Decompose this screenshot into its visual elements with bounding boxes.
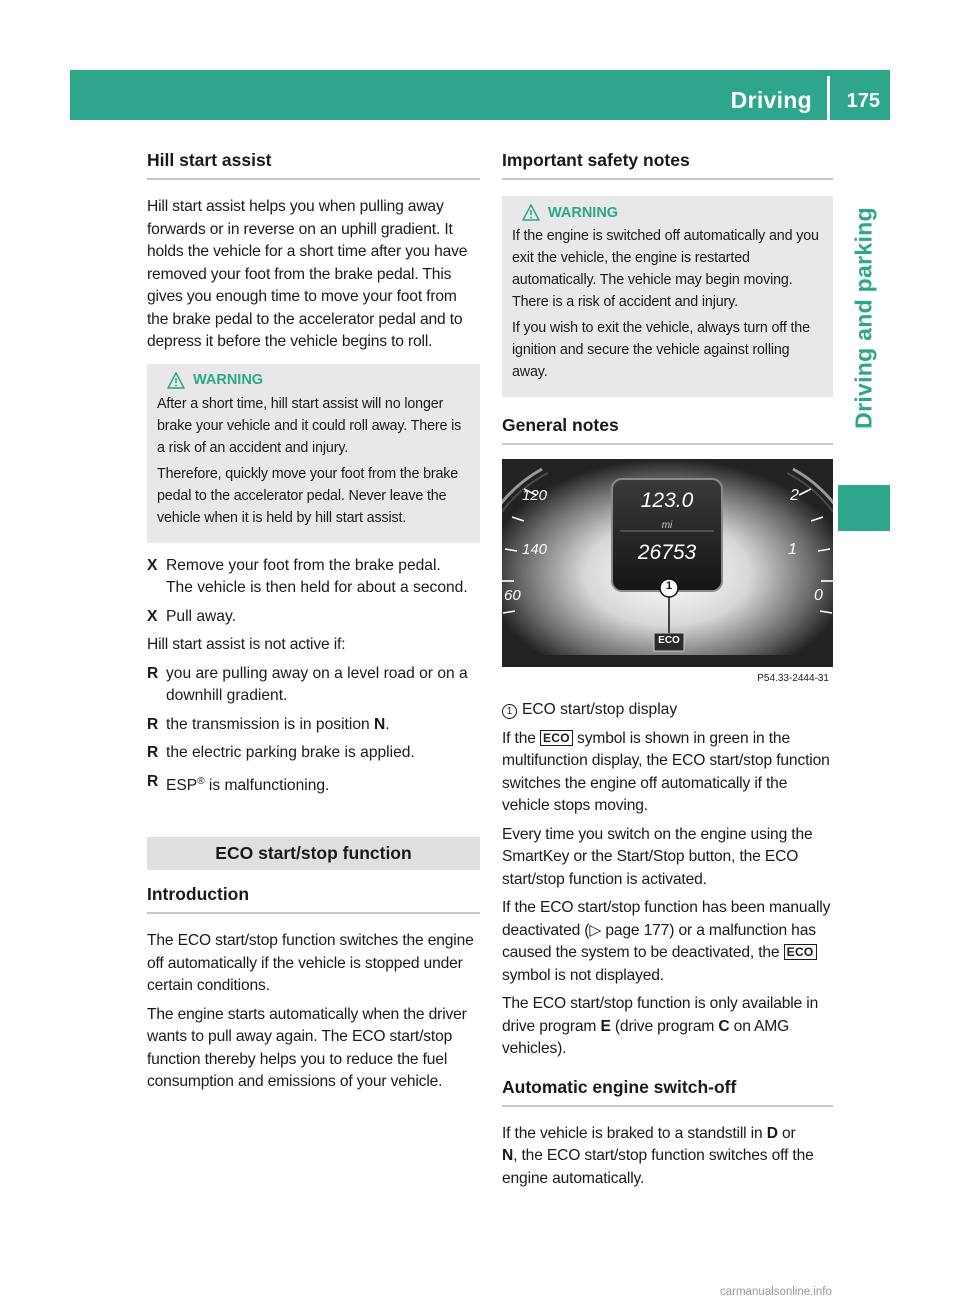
- chapter-title: Driving: [730, 87, 812, 113]
- watermark[interactable]: carmanualsonline.info: [720, 1286, 832, 1298]
- text-run: If the vehicle is braked to a standstill in: [502, 1124, 767, 1142]
- drive-program-paragraph: [502, 993, 833, 1061]
- bullet-text-end: .: [385, 715, 390, 733]
- text-run: If the ECO start/stop function has been manually deactivated (: [502, 899, 831, 939]
- side-tab-marker: [838, 485, 890, 531]
- callout-number-icon: 1: [502, 704, 517, 719]
- step-marker: X: [147, 556, 158, 574]
- header-separator: [827, 76, 830, 124]
- warning-header: [167, 372, 470, 389]
- bullet-marker: R: [147, 772, 159, 790]
- hill-start-intro: Hill start assist helps you when pulling away forwards or in reverse on an uphill gradient. It holds the vehicle for a short time after you have removed your foot from the brake pedal. This gives you enough time to move your foot from the brake pedal to the accelerator pedal and to depress it before the vehicle begins to roll.: [147, 198, 468, 350]
- gear-d: D: [766, 1124, 778, 1142]
- bullet-marker: R: [147, 744, 159, 761]
- warning-box-eco: [502, 196, 833, 397]
- warning-text: After a short time, hill start assist will no longer brake your vehicle and it could roll away. There is a risk of an accident and injury.: [157, 395, 462, 456]
- image-footer: [502, 667, 833, 687]
- text-run: ) or a malfunction has caused the system to be deactivated, the: [502, 921, 816, 961]
- warning-text: If the engine is switched off automatically and you exit the vehicle, the engine is restarted automatically. The vehicle may begin moving. There is a risk of accident and injury.: [512, 228, 819, 310]
- rpm-label: 0: [814, 587, 823, 604]
- step-text: Pull away.: [166, 607, 236, 625]
- warning-header: [522, 204, 823, 221]
- auto-switch-off-heading: Automatic engine switch-off: [502, 1077, 833, 1107]
- deactivation-paragraph: [502, 897, 833, 987]
- general-notes-heading: General notes: [502, 415, 833, 445]
- bullet-text: you are pulling away on a level road or on a downhill gradient.: [166, 664, 468, 704]
- intro-paragraph: The ECO start/stop function switches the engine off automatically if the vehicle is stopped under certain conditions.: [147, 932, 474, 995]
- registered-mark: ®: [197, 775, 205, 787]
- step-text: Remove your foot from the brake pedal.: [166, 556, 441, 574]
- bullet-marker: R: [147, 715, 159, 733]
- speed-label: 120: [522, 487, 548, 504]
- text-run: , the ECO start/stop function switches off the engine automatically.: [502, 1147, 814, 1187]
- eco-symbol-paragraph: [502, 728, 833, 818]
- rpm-label: 1: [788, 541, 797, 558]
- page-reference-link[interactable]: ▷ page 177: [589, 921, 670, 939]
- text-run: (drive program: [610, 1017, 719, 1035]
- auto-switch-off-paragraph: [502, 1123, 833, 1191]
- display-trip-value: 123.0: [640, 489, 694, 512]
- introduction-heading: Introduction: [147, 884, 480, 914]
- drive-program-c: C: [718, 1017, 730, 1035]
- eco-indicator: ECO: [658, 635, 680, 646]
- right-column: [502, 150, 833, 1196]
- text-run: The ECO start/stop function is only available in drive program: [502, 995, 819, 1035]
- bullet-bold: N: [374, 715, 386, 733]
- warning-title: WARNING: [548, 204, 619, 221]
- legend-item: [502, 699, 833, 722]
- list-item: [147, 663, 480, 708]
- bullet-text: ESP: [166, 776, 198, 794]
- list-item: [147, 742, 480, 765]
- speed-label: 60: [504, 587, 521, 604]
- text-run: on AMG vehicles).: [502, 1017, 790, 1057]
- warning-text: If you wish to exit the vehicle, always turn off the ignition and secure the vehicle against rolling away.: [512, 320, 810, 380]
- warning-text: Therefore, quickly move your foot from the brake pedal to the accelerator pedal. Never leave the vehicle when it is held by hill start assist.: [157, 465, 459, 526]
- text-run: If the: [502, 729, 540, 747]
- bullet-text: the electric parking brake is applied.: [166, 744, 415, 761]
- speed-label: 140: [522, 541, 548, 558]
- warning-title: WARNING: [193, 372, 264, 388]
- drive-program-e: E: [600, 1017, 611, 1035]
- intro-paragraph: The engine starts automatically when the driver wants to pull away again. The ECO start/stop function thereby helps you to reduce the fuel consumption and emissions of your vehicle.: [147, 1005, 467, 1091]
- display-unit: mi: [661, 520, 673, 531]
- warning-triangle-icon: [167, 372, 185, 389]
- header-bar: [70, 70, 890, 120]
- side-tab[interactable]: [838, 150, 890, 485]
- legend-text: ECO start/stop display: [522, 701, 678, 718]
- list-item: [147, 771, 480, 798]
- instruction-step: [147, 606, 480, 629]
- gear-n: N: [502, 1147, 514, 1164]
- page-number: 175: [846, 90, 880, 112]
- text-run: symbol is not displayed.: [502, 966, 664, 984]
- instruction-step: [147, 555, 480, 600]
- hill-start-heading: Hill start assist: [147, 150, 480, 180]
- eco-symbol-icon: ECO: [784, 944, 817, 960]
- bullet-text-end: is malfunctioning.: [204, 776, 330, 794]
- step-marker: X: [147, 607, 158, 625]
- bullet-text: the transmission is in position: [166, 715, 375, 733]
- step-result: The vehicle is then held for about a second.: [166, 579, 468, 596]
- callout-number: 1: [665, 580, 673, 592]
- safety-notes-heading: Important safety notes: [502, 150, 833, 180]
- warning-box-hill: [147, 364, 480, 543]
- image-code: P54.33-2444-31: [757, 673, 829, 684]
- left-column: [147, 150, 480, 1100]
- rpm-label: 2: [790, 487, 799, 504]
- text-run: symbol is shown in green in the multifunction display, the ECO start/stop function switches the engine off automatically if the vehicle stops moving.: [502, 729, 830, 814]
- not-active-intro: Hill start assist is not active if:: [147, 636, 346, 653]
- instrument-cluster-image: [502, 459, 833, 687]
- warning-triangle-icon: [522, 204, 540, 221]
- section-band-eco: ECO start/stop function: [147, 837, 480, 870]
- list-item: [147, 714, 480, 737]
- eco-symbol-icon: ECO: [540, 730, 573, 746]
- display-odometer-value: 26753: [637, 541, 697, 564]
- text-run: or: [777, 1124, 796, 1142]
- activation-paragraph: Every time you switch on the engine using the SmartKey or the Start/Stop button, the ECO start/stop function is activated.: [502, 825, 813, 888]
- side-tab-label: Driving and parking: [850, 207, 877, 429]
- bullet-marker: R: [147, 664, 159, 682]
